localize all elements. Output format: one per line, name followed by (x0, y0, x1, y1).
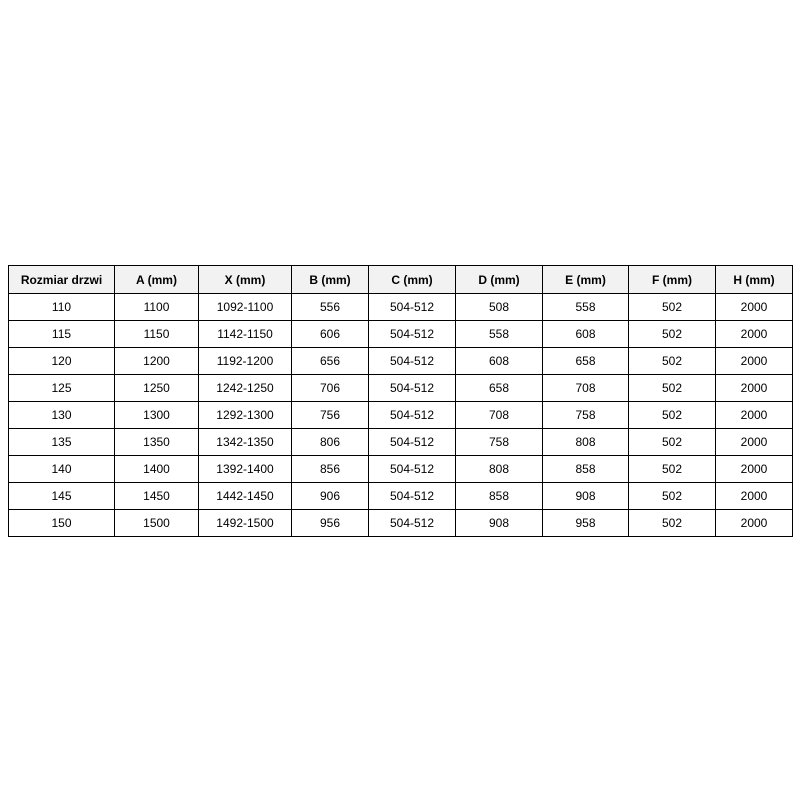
table-cell: 135 (9, 429, 115, 456)
table-cell: 1442-1450 (199, 483, 292, 510)
table-cell: 956 (292, 510, 369, 537)
table-cell: 504-512 (369, 375, 456, 402)
table-cell: 808 (543, 429, 629, 456)
table-cell: 556 (292, 294, 369, 321)
table-cell: 502 (629, 375, 716, 402)
table-cell: 856 (292, 456, 369, 483)
table-cell: 504-512 (369, 429, 456, 456)
table-row (9, 348, 793, 375)
table-cell: 125 (9, 375, 115, 402)
table-cell: 806 (292, 429, 369, 456)
column-header: D (mm) (456, 266, 543, 294)
table-cell: 145 (9, 483, 115, 510)
table-cell: 502 (629, 321, 716, 348)
table-cell: 150 (9, 510, 115, 537)
column-header: H (mm) (716, 266, 793, 294)
table-row (9, 321, 793, 348)
table-row (9, 375, 793, 402)
table-cell: 1500 (115, 510, 199, 537)
table-cell: 608 (543, 321, 629, 348)
table-cell: 2000 (716, 429, 793, 456)
table-cell: 706 (292, 375, 369, 402)
table-cell: 140 (9, 456, 115, 483)
table-cell: 808 (456, 456, 543, 483)
table-cell: 1192-1200 (199, 348, 292, 375)
table-cell: 1142-1150 (199, 321, 292, 348)
table-row (9, 510, 793, 537)
table-cell: 1450 (115, 483, 199, 510)
table-body (9, 294, 793, 537)
table-cell: 504-512 (369, 402, 456, 429)
table-cell: 906 (292, 483, 369, 510)
table-cell: 558 (543, 294, 629, 321)
table-cell: 858 (543, 456, 629, 483)
table-cell: 1150 (115, 321, 199, 348)
table-cell: 2000 (716, 375, 793, 402)
table-cell: 756 (292, 402, 369, 429)
table-cell: 2000 (716, 402, 793, 429)
table-cell: 508 (456, 294, 543, 321)
table-cell: 2000 (716, 321, 793, 348)
table-cell: 2000 (716, 483, 793, 510)
table-cell: 758 (543, 402, 629, 429)
table-cell: 120 (9, 348, 115, 375)
table-cell: 1400 (115, 456, 199, 483)
column-header: B (mm) (292, 266, 369, 294)
table-cell: 130 (9, 402, 115, 429)
table-cell: 115 (9, 321, 115, 348)
column-header: Rozmiar drzwi (9, 266, 115, 294)
table-cell: 1292-1300 (199, 402, 292, 429)
door-size-table (8, 265, 793, 537)
table-cell: 502 (629, 483, 716, 510)
table-cell: 608 (456, 348, 543, 375)
table-cell: 708 (543, 375, 629, 402)
table-cell: 1200 (115, 348, 199, 375)
table-cell: 502 (629, 402, 716, 429)
table-cell: 658 (543, 348, 629, 375)
table-cell: 656 (292, 348, 369, 375)
table-cell: 504-512 (369, 348, 456, 375)
table-cell: 1342-1350 (199, 429, 292, 456)
table-cell: 504-512 (369, 510, 456, 537)
table-cell: 858 (456, 483, 543, 510)
table-cell: 1392-1400 (199, 456, 292, 483)
table-cell: 110 (9, 294, 115, 321)
column-header: X (mm) (199, 266, 292, 294)
table-row (9, 429, 793, 456)
table-cell: 2000 (716, 456, 793, 483)
table-cell: 2000 (716, 348, 793, 375)
table-cell: 908 (543, 483, 629, 510)
table-row (9, 402, 793, 429)
table-cell: 606 (292, 321, 369, 348)
table-row (9, 483, 793, 510)
table-cell: 502 (629, 348, 716, 375)
table-cell: 958 (543, 510, 629, 537)
table-cell: 1092-1100 (199, 294, 292, 321)
table-cell: 758 (456, 429, 543, 456)
column-header: A (mm) (115, 266, 199, 294)
column-header: C (mm) (369, 266, 456, 294)
table-cell: 502 (629, 510, 716, 537)
table-cell: 558 (456, 321, 543, 348)
table-cell: 2000 (716, 510, 793, 537)
table-cell: 504-512 (369, 483, 456, 510)
table-cell: 1350 (115, 429, 199, 456)
table-row (9, 456, 793, 483)
table-cell: 1300 (115, 402, 199, 429)
table-cell: 1242-1250 (199, 375, 292, 402)
table-cell: 502 (629, 429, 716, 456)
column-header: E (mm) (543, 266, 629, 294)
table-cell: 502 (629, 456, 716, 483)
table-cell: 708 (456, 402, 543, 429)
table-cell: 1492-1500 (199, 510, 292, 537)
table-cell: 504-512 (369, 456, 456, 483)
table-cell: 658 (456, 375, 543, 402)
table-cell: 1100 (115, 294, 199, 321)
table-cell: 2000 (716, 294, 793, 321)
table-cell: 504-512 (369, 321, 456, 348)
table-cell: 1250 (115, 375, 199, 402)
table-cell: 908 (456, 510, 543, 537)
column-header: F (mm) (629, 266, 716, 294)
table-row (9, 294, 793, 321)
table-cell: 504-512 (369, 294, 456, 321)
table-cell: 502 (629, 294, 716, 321)
table-header-row (9, 266, 793, 294)
